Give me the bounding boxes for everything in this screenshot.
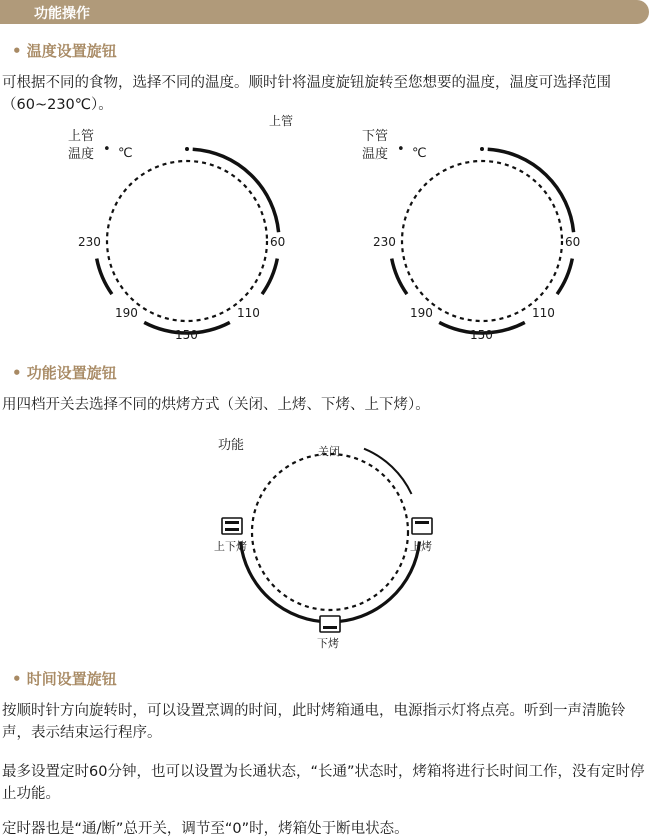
dial-label-150: 150	[175, 328, 198, 342]
dial-unit: ℃	[118, 146, 133, 161]
dial-unit: ℃	[412, 146, 427, 161]
dial-label-110: 110	[532, 306, 555, 320]
dial-title-line1: 下管	[362, 129, 389, 144]
dial-label-60: 60	[270, 235, 286, 249]
dial-label-230: 230	[78, 235, 101, 249]
dial-title-line2: 温度	[68, 147, 95, 162]
range-arc-110	[557, 259, 572, 295]
function-knob-heading: • 功能设置旋钮	[12, 364, 117, 382]
dial-title-line1: 上管	[269, 114, 294, 128]
range-arc-60	[488, 149, 574, 232]
dial-label-230: 230	[373, 235, 396, 249]
function-label-top: 上烤	[410, 540, 432, 553]
timer-paragraph-3: 定时器也是“通/断”总开关，调节至“0”时，烤箱处于断电状态。	[2, 821, 409, 837]
dial-dot: •	[103, 142, 111, 157]
dial-start-dot	[480, 147, 484, 151]
top-bottom-heat-icon	[222, 518, 242, 534]
function-dial-title: 功能	[218, 438, 245, 453]
dial-title-line1: 上管	[68, 129, 95, 144]
function-label-both: 上下烤	[214, 540, 247, 553]
dial-dashed-circle	[402, 161, 562, 321]
dial-dot: •	[397, 142, 405, 157]
lower-temperature-dial	[0, 120, 649, 350]
dial-label-60: 60	[565, 235, 581, 249]
top-heat-icon	[412, 518, 432, 534]
section-header-title: 功能操作	[34, 6, 90, 22]
dial-label-190: 190	[410, 306, 433, 320]
dial-label-110: 110	[237, 306, 260, 320]
timer-paragraph-1: 按顺时针方向旋转时，可以设置烹调的时间，此时烤箱通电，电源指示灯将点亮。听到一声清脆铃声，表示结束运行程序。	[2, 703, 626, 741]
temperature-paragraph: 可根据不同的食物，选择不同的温度。顺时针将温度旋钮旋转至您想要的温度，温度可选择范围（60~230℃）。	[2, 75, 611, 113]
temperature-knob-heading: • 温度设置旋钮	[12, 42, 117, 60]
bottom-heat-icon	[320, 616, 340, 632]
function-label-off: 关闭	[318, 445, 340, 458]
dial-title-line2: 温度	[362, 147, 389, 162]
function-dial	[0, 430, 649, 655]
timer-knob-heading: • 时间设置旋钮	[12, 670, 117, 688]
section-header-bar	[0, 0, 649, 24]
dial-label-190: 190	[115, 306, 138, 320]
timer-paragraph-2: 最多设置定时60分钟，也可以设置为长通状态，“长通”状态时，烤箱将进行长时间工作，没有定时停止功能。	[2, 764, 645, 802]
dial-dashed-circle	[252, 454, 408, 610]
function-paragraph: 用四档开关去选择不同的烘烤方式（关闭、上烤、下烤、上下烤）。	[2, 397, 430, 413]
function-label-bottom: 下烤	[317, 637, 339, 650]
off-arc	[364, 449, 412, 494]
dial-label-150: 150	[470, 328, 493, 342]
